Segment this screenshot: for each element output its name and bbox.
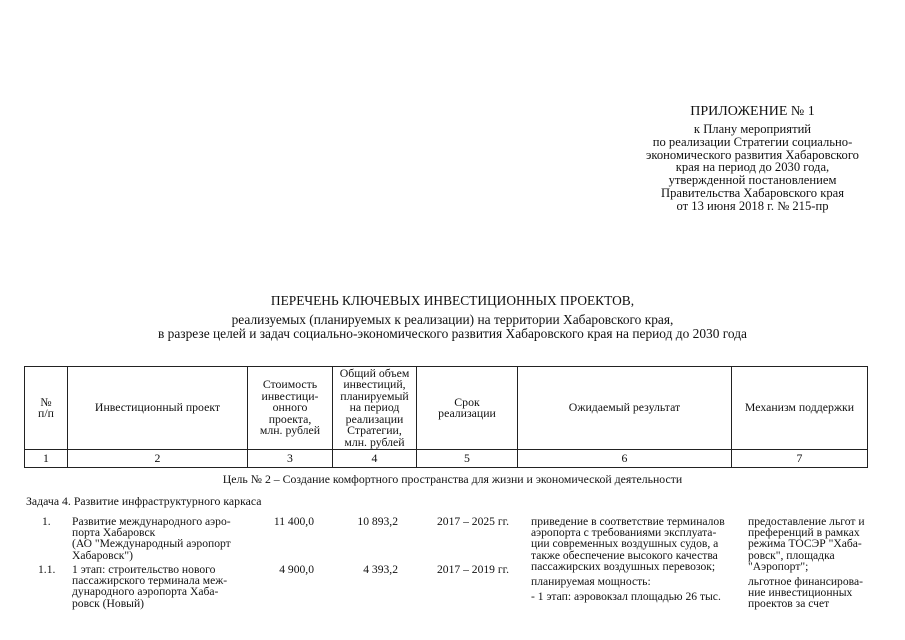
column-number: 4 — [333, 450, 417, 468]
document-subtitle: реализуемых (планируемых к реализации) на территории Хабаровского края, — [231, 312, 674, 327]
row-num: 1.1. — [38, 563, 56, 576]
column-number: 3 — [248, 450, 333, 468]
appendix-line: края на период до 2030 года, — [675, 160, 830, 175]
appendix-line: Правительства Хабаровского края — [660, 185, 844, 200]
row-num: 1. — [42, 515, 51, 528]
appendix-heading: ПРИЛОЖЕНИЕ № 1 — [690, 104, 815, 119]
row-cost: 4 900,0 — [279, 563, 314, 576]
header-project: Инвестиционный проект — [68, 367, 248, 450]
row-project: Развитие международного аэро- порта Хабаровск (АО "Международный аэропорт Хабаровск") — [72, 515, 231, 562]
header-volume: Общий объем инвестиций, планируемый на период реализации Стратегии, млн. рублей — [333, 367, 417, 450]
column-number: 2 — [68, 450, 248, 468]
appendix-line: от 13 июня 2018 г. № 215-пр — [676, 198, 829, 213]
row-volume: 4 393,2 — [363, 563, 398, 576]
task-heading: Задача 4. Развитие инфраструктурного каркаса — [26, 494, 262, 508]
header-term: Срок реализации — [417, 367, 518, 450]
row-term: 2017 – 2019 гг. — [437, 563, 509, 576]
column-number: 7 — [732, 450, 868, 468]
appendix-line: экономического развития Хабаровского — [646, 147, 859, 162]
appendix-line: утвержденной постановлением — [668, 173, 837, 188]
column-number: 6 — [518, 450, 732, 468]
appendix-line: по реализации Стратегии социально- — [652, 134, 853, 149]
support-mechanism: предоставление льгот и преференций в рамках режима ТОСЭР "Хаба- ровск", площадка "Аэропорт"; льготное финансирова- ние инвестиционных проектов за счет — [748, 515, 865, 611]
appendix-line: к Плану мероприятий — [693, 122, 812, 136]
header-support: Механизм поддержки — [732, 367, 868, 450]
row-project: 1 этап: строительство нового пассажирского терминала меж- дународного аэропорта Хаба- ровск (Новый) — [72, 563, 228, 610]
row-term: 2017 – 2025 гг. — [437, 515, 509, 528]
projects-table-header — [24, 366, 868, 468]
header-cost: Стоимость инвестици- онного проекта, млн. рублей — [248, 367, 333, 450]
document-subtitle: в разрезе целей и задач социально-экономического развития Хабаровского края на период до 2030 года — [158, 326, 747, 341]
expected-result: приведение в соответствие терминалов аэропорта с требованиями эксплуата- ции современных воздушных судов, а также обеспечение высокого качества пассажирских воздушных перевозок; планируемая мощность: - 1 этап: аэровокзал площадью 26 тыс. — [531, 515, 725, 604]
header-num: № п/п — [25, 367, 68, 450]
column-number: 1 — [25, 450, 68, 468]
row-volume: 10 893,2 — [357, 515, 398, 528]
row-cost: 11 400,0 — [273, 515, 314, 528]
column-number: 5 — [417, 450, 518, 468]
goal-heading: Цель № 2 – Создание комфортного пространства для жизни и экономической деятельности — [222, 472, 683, 486]
appendix-block — [590, 104, 905, 213]
document-title: ПЕРЕЧЕНЬ КЛЮЧЕВЫХ ИНВЕСТИЦИОННЫХ ПРОЕКТОВ, — [270, 293, 635, 308]
header-result: Ожидаемый результат — [518, 367, 732, 450]
